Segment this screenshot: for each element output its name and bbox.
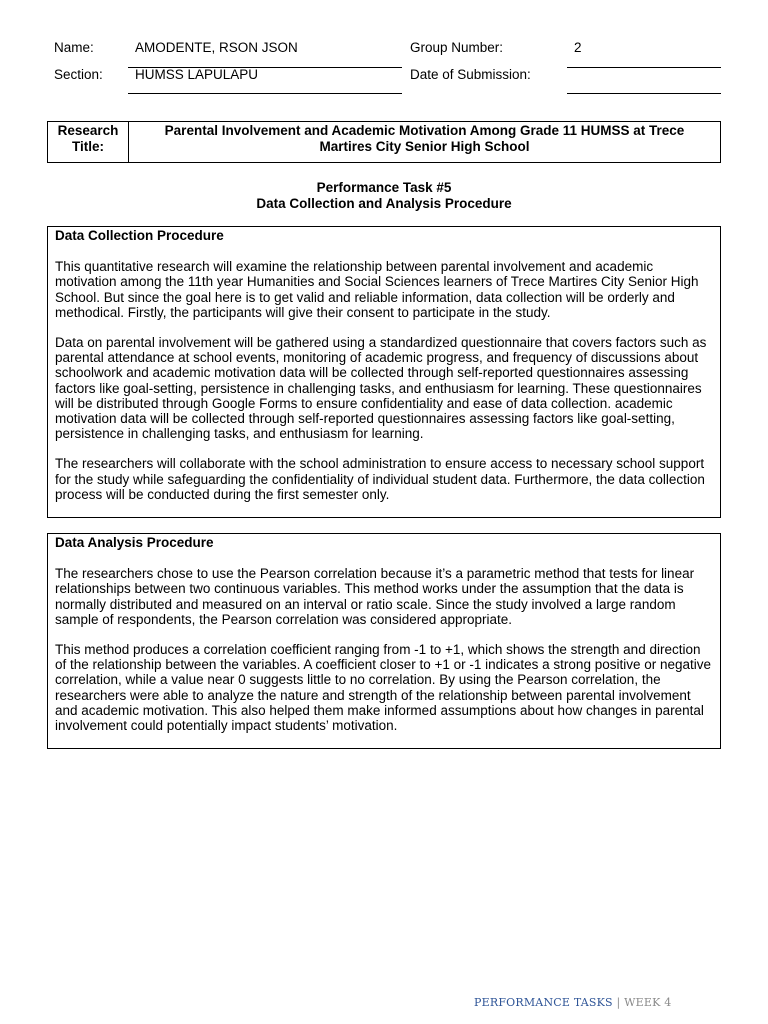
footer-separator: | (616, 996, 621, 1009)
name-label: Name: (54, 40, 94, 55)
page-footer (474, 996, 671, 1009)
performance-task-heading (47, 180, 721, 212)
group-number-underline (567, 67, 721, 68)
section-value: HUMSS LAPULAPU (135, 67, 259, 82)
research-title-label (48, 122, 129, 162)
date-of-submission-label: Date of Submission: (410, 67, 531, 82)
group-number-label: Group Number: (410, 40, 504, 55)
data-analysis-paragraph: The researchers chose to use the Pearson correlation because it’s a parametric method that tests for linear relationships between two continuous variables. This method works under the assumption that the data is normally distributed and measured on an interval or ratio scale. Since the study involved a large random sample of respondents, the Pearson correlation was considered appropriate. (55, 566, 695, 627)
section-label: Section: (54, 67, 103, 82)
data-collection-paragraph: The researchers will collaborate with the school administration to ensure access to necessary school support for the study while safeguarding the confidentiality of individual student data. Furthermore, the data collection process will be conducted during the first semester only. (55, 456, 705, 502)
research-title-label-line1: Research (57, 123, 119, 138)
name-value: AMODENTE, RSON JSON (135, 40, 298, 55)
data-collection-section (47, 226, 721, 518)
data-collection-paragraph: Data on parental involvement will be gathered using a standardized questionnaire that covers factors such as parental attendance at school events, monitoring of academic progress, and frequency of discussions about schoolwork and academic motivation data will be collected through self-reported questionnaires assessing factors like goal-setting, persistence in challenging tasks, and enthusiasm for learning. These questionnaires will be distributed through Google Forms to ensure confidentiality and ease of data collection. academic motivation data will be collected through self-reported questionnaires assessing factors like goal-setting, persistence in challenging tasks, and enthusiasm for learning. (55, 334, 707, 442)
performance-task-subtitle: Data Collection and Analysis Procedure (256, 196, 512, 211)
performance-task-number: Performance Task #5 (316, 180, 452, 195)
data-analysis-heading: Data Analysis Procedure (55, 535, 214, 550)
section-underline (128, 93, 402, 94)
date-of-submission-underline (567, 93, 721, 94)
footer-label: PERFORMANCE TASKS (474, 996, 613, 1009)
data-analysis-paragraph: This method produces a correlation coefficient ranging from -1 to +1, which shows the strength and direction of the relationship between the variables. A coefficient closer to +1 or -1 indicates a strong positive or negative correlation, while a value near 0 suggests little to no correlation. By using the Pearson correlation, the researchers were able to analyze the nature and strength of the relationship between parental involvement and academic motivation. This also helped them make informed assumptions about how changes in parental involvement could potentially impact students’ motivation. (55, 641, 712, 734)
data-collection-paragraph: This quantitative research will examine the relationship between parental involvement and academic motivation among the 11th year Humanities and Social Sciences learners of Trece Martires City Senior High School. But since the goal here is to get valid and reliable information, data collection will be orderly and methodical. Firstly, the participants will give their consent to participate in the study. (55, 259, 699, 320)
group-number-value: 2 (574, 40, 582, 55)
data-collection-heading: Data Collection Procedure (55, 228, 224, 243)
research-title-value: Parental Involvement and Academic Motivation Among Grade 11 HUMSS at Trece Martires City Senior High School (164, 123, 685, 154)
research-title-label-line2: Title: (71, 139, 104, 154)
research-title-box (47, 121, 721, 163)
data-analysis-section (47, 533, 721, 749)
footer-week: WEEK 4 (624, 996, 672, 1009)
